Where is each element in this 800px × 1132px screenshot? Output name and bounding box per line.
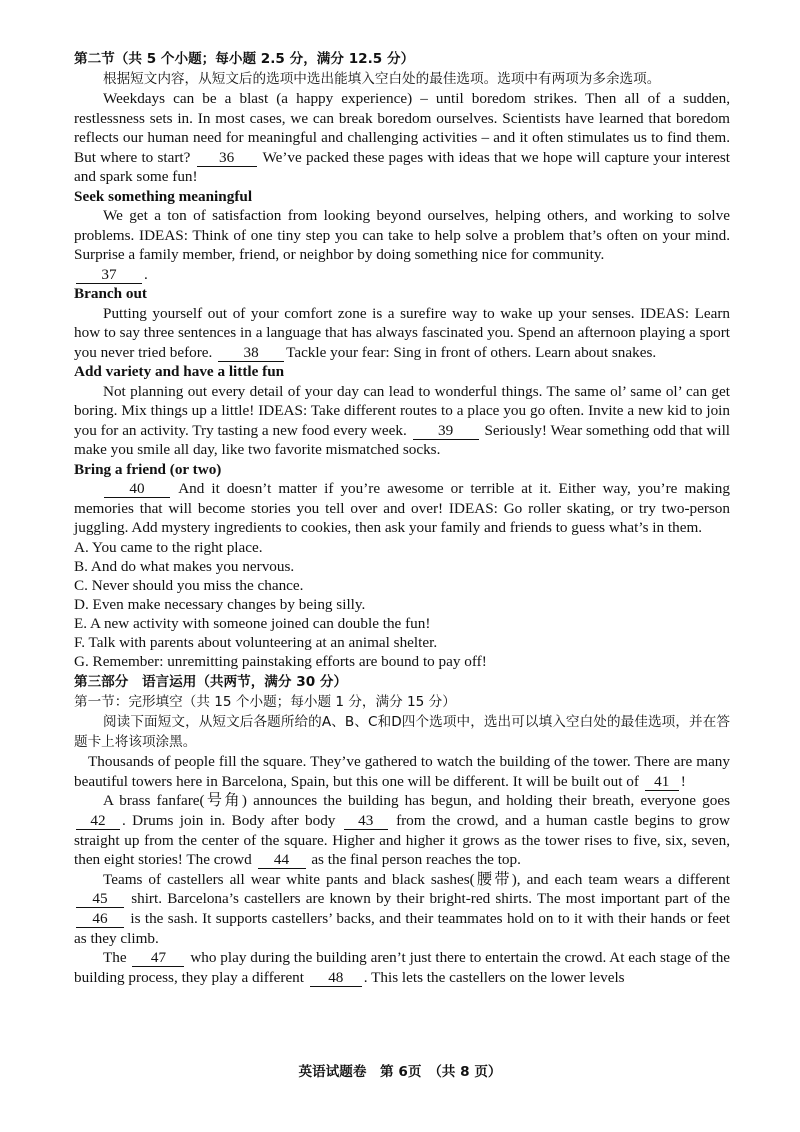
option-b: B. And do what makes you nervous. bbox=[74, 557, 295, 575]
option-a: A. You came to the right place. bbox=[74, 538, 263, 556]
page-footer: 英语试题卷 第 6页 （共 8 页） bbox=[298, 1064, 502, 1080]
paragraph-branch-text-a: Putting yourself out of your comfort zone is a surefire way to wake up your senses. IDEAS: Learn how to say three sentences in a language that has always fascinated you. Spend an afternoon playing a sport you never tried before. bbox=[74, 304, 730, 361]
blank-46: 46 bbox=[76, 911, 124, 928]
option-c: C. Never should you miss the chance. bbox=[74, 576, 304, 594]
paragraph-friend-text: And it doesn’t matter if you’re awesome or terrible at it. Either way, you’re making memories that will become stories you tell over and over! IDEAS: Go roller skating, or try two-person juggling. Add mystery ingredients to cookies, then ask your family and friends to guess what’s in them. bbox=[74, 480, 730, 536]
blank-47: 47 bbox=[132, 950, 184, 967]
cloze-paragraph-3 bbox=[74, 870, 730, 948]
heading-seek-meaningful: Seek something meaningful bbox=[74, 187, 253, 205]
cloze-p2-text-c: from the crowd, and a human castle begins to grow straight up from the center of the square. Higher and higher it grows as the tower rises to five, six, seven, then eight stories! The crowd bbox=[74, 811, 731, 869]
blank-37: 37 bbox=[76, 267, 142, 284]
cloze-passage bbox=[74, 752, 730, 987]
heading-bring-friend: Bring a friend (or two) bbox=[74, 460, 222, 478]
cloze-paragraph-4 bbox=[74, 948, 730, 987]
cloze-p2-text-a: A brass fanfare(号角) announces the building has begun, and holding their breath, everyone goes bbox=[103, 792, 730, 810]
blank-41: 41 bbox=[645, 774, 679, 791]
option-e: E. A new activity with someone joined can double the fun! bbox=[74, 614, 431, 632]
section2-instruction: 根据短文内容，从短文后的选项中选出能填入空白处的最佳选项。选项中有两项为多余选项。 bbox=[103, 70, 661, 87]
intro-text-b: We’ve packed these pages with ideas that we hope will capture your interest and spark some fun! bbox=[74, 148, 731, 185]
paragraph-variety-text-a: Not planning out every detail of your day can lead to wonderful things. The same ol’ same ol’ can get boring. Mix things up a little! IDEAS: Take different routes to a place you go often. Invite a new kid to join you for an activity. Try tasting a new food every week. bbox=[74, 382, 730, 439]
blank-40: 40 bbox=[104, 481, 170, 498]
part3-subtitle: 第一节：完形填空（共 15 个小题；每小题 1 分，满分 15 分） bbox=[74, 693, 456, 710]
blank-39: 39 bbox=[413, 423, 479, 440]
blank-44: 44 bbox=[258, 852, 306, 869]
blank-37-line: 37 . bbox=[74, 265, 730, 285]
cloze-p3-text-c: is the sash. It supports castellers’ backs, and their teammates hold on to it with their hands or feet as they climb. bbox=[74, 909, 731, 947]
paragraph-variety-text-b: Seriously! Wear something odd that will make you smile all day, like two favorite mismatched socks. bbox=[74, 421, 731, 458]
blank-48: 48 bbox=[310, 970, 362, 987]
options-list bbox=[74, 538, 730, 672]
option-d: D. Even make necessary changes by being silly. bbox=[74, 595, 366, 613]
cloze-p4-text-b: who play during the building aren’t just there to entertain the crowd. At each stage of the building process, they play a different bbox=[74, 949, 731, 986]
cloze-p2-text-b: . Drums join in. Body after body bbox=[122, 811, 336, 829]
blank-45: 45 bbox=[76, 891, 124, 908]
option-f: F. Talk with parents about volunteering at an animal shelter. bbox=[74, 633, 438, 651]
cloze-p1-text-a: Thousands of people fill the square. They’ve gathered to watch the building of the tower. There are many beautiful towers here in Barcelona, Spain, but this one will be different. It will be built out of bbox=[74, 753, 730, 790]
blank-42: 42 bbox=[76, 813, 120, 830]
section2-title: 第二节（共 5 个小题；每小题 2.5 分，满分 12.5 分） bbox=[74, 51, 415, 67]
exam-page bbox=[74, 50, 730, 987]
intro-paragraph bbox=[74, 89, 730, 187]
paragraph-branch bbox=[74, 304, 730, 363]
paragraph-friend bbox=[74, 479, 730, 538]
cloze-p4-text-c: . This lets the castellers on the lower levels bbox=[363, 968, 625, 986]
cloze-p4-text-a: The bbox=[103, 949, 127, 967]
option-g: G. Remember: unremitting painstaking efforts are bound to pay off! bbox=[74, 653, 487, 671]
heading-branch-out: Branch out bbox=[74, 285, 147, 302]
cloze-p3-text-a: Teams of castellers all wear white pants and black sashes(腰带), and each team wears a different bbox=[103, 870, 730, 888]
cloze-p3-text-b: shirt. Barcelona’s castellers are known by their bright-red shirts. The most important part of the bbox=[131, 890, 730, 908]
paragraph-seek-text: We get a ton of satisfaction from looking beyond ourselves, helping others, and working to solve problems. IDEAS: Think of one tiny step you can take to help solve a problem that’s often on your mind. Surprise a family member, friend, or neighbor by doing something nice for community. bbox=[74, 207, 730, 263]
blank-38: 38 bbox=[218, 345, 284, 362]
blank-36: 36 bbox=[197, 150, 257, 167]
paragraph-branch-text-b: Tackle your fear: Sing in front of others. Learn about snakes. bbox=[286, 343, 657, 361]
blank-43: 43 bbox=[344, 813, 388, 830]
paragraph-variety bbox=[74, 382, 730, 460]
intro-text-a: Weekdays can be a blast (a happy experience) – until boredom strikes. Then all of a sudden, restlessness sets in. In most cases, we can break boredom ourselves. Scientists have learned that boredom reflects our human need for meaningful and challenging activities – and it often stimulates us to find them. But where to start? bbox=[74, 90, 730, 166]
part3-instruction: 阅读下面短文，从短文后各题所给的A、B、C和D四个选项中，选出可以填入空白处的最佳选项，并在答题卡上将该项涂黑。 bbox=[74, 714, 730, 751]
part3-title: 第三部分 语言运用（共两节，满分 30 分） bbox=[74, 674, 348, 691]
cloze-p1-text-b: ! bbox=[680, 772, 686, 790]
heading-add-variety: Add variety and have a little fun bbox=[74, 363, 285, 380]
paragraph-seek bbox=[74, 206, 730, 265]
cloze-paragraph-2 bbox=[74, 791, 730, 869]
cloze-paragraph-1 bbox=[74, 752, 730, 791]
cloze-p2-text-d: as the final person reaches the top. bbox=[311, 851, 521, 869]
